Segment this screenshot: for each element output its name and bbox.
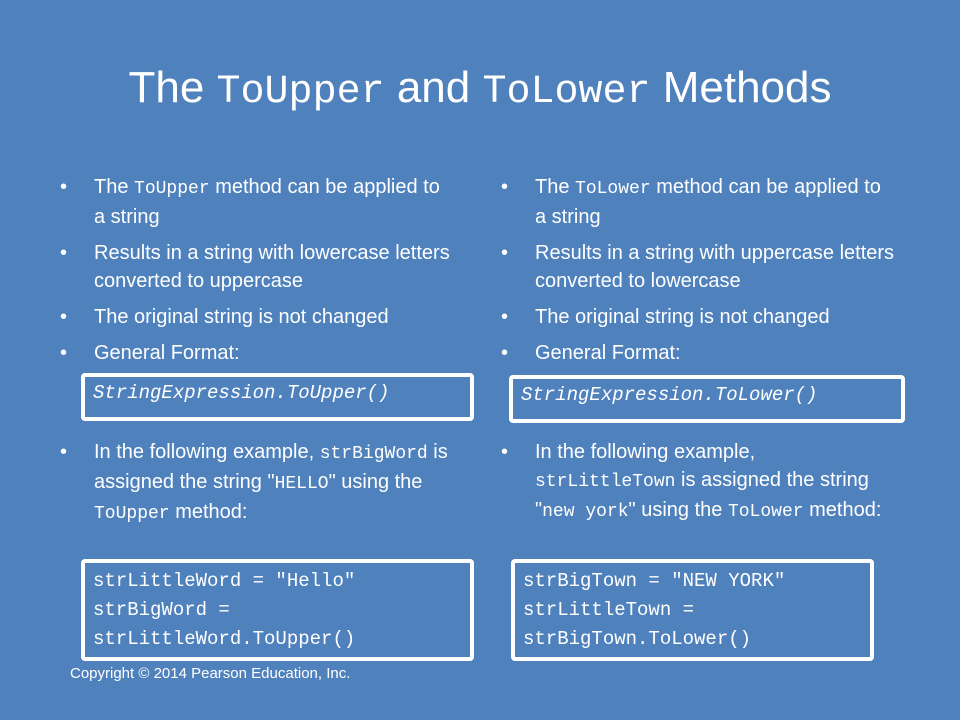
right-ex-t1: In the following example, bbox=[535, 441, 756, 463]
right-ex-q1: " bbox=[535, 499, 543, 521]
copyright-footer: Copyright © 2014 Pearson Education, Inc. bbox=[70, 665, 351, 682]
left-format-box: StringExpression.ToUpper() bbox=[81, 373, 474, 421]
left-bullet-4: • General Format: bbox=[56, 339, 456, 367]
left-column-bullets bbox=[56, 173, 456, 375]
right-b1-pre: The bbox=[535, 176, 570, 198]
right-code-line-2: strLittleTown = bbox=[523, 599, 695, 621]
right-bullet-3: • The original string is not changed bbox=[497, 303, 897, 331]
right-bullet-4: • General Format: bbox=[497, 339, 897, 367]
right-column-bullets bbox=[497, 173, 897, 375]
right-ex-method: ToLower bbox=[727, 502, 804, 522]
title-toupper: ToUpper bbox=[216, 70, 385, 115]
right-bullet-2: • Results in a string with uppercase letters converted to lowercase bbox=[497, 239, 897, 295]
right-example-bullet bbox=[497, 438, 897, 534]
right-bullet-1 bbox=[497, 173, 897, 231]
right-b1-code: ToLower bbox=[575, 179, 651, 199]
left-code-line-2: strBigWord = bbox=[93, 599, 230, 621]
right-code-box bbox=[511, 559, 874, 661]
left-b1-post: method can be applied to a string bbox=[94, 176, 440, 228]
left-ex-str: HELLO bbox=[274, 474, 329, 494]
right-code-line-1: strBigTown = "NEW YORK" bbox=[523, 570, 786, 592]
right-ex-var: strLittleTown bbox=[535, 472, 676, 492]
left-code-line-1: strLittleWord = "Hello" bbox=[93, 570, 356, 592]
left-ex-t4: method: bbox=[175, 501, 248, 523]
left-ex-t3: using the bbox=[341, 471, 423, 493]
left-ex-method: ToUpper bbox=[94, 504, 170, 524]
left-ex-t1: In the following example, bbox=[94, 441, 315, 463]
right-ex-str: new york bbox=[542, 502, 629, 522]
title-the: The bbox=[128, 63, 205, 112]
left-ex-q2: " bbox=[328, 471, 336, 493]
right-ex-t2: is assigned the string bbox=[681, 469, 869, 491]
left-bullet-3: • The original string is not changed bbox=[56, 303, 456, 331]
left-bullet-2: • Results in a string with lowercase letters converted to uppercase bbox=[56, 239, 456, 295]
slide-title bbox=[0, 58, 960, 123]
left-b1-code: ToUpper bbox=[134, 179, 210, 199]
title-methods: Methods bbox=[662, 63, 832, 112]
left-bullet-1 bbox=[56, 173, 456, 231]
title-and: and bbox=[396, 63, 471, 112]
right-b1-post: method can be applied to a string bbox=[535, 176, 881, 228]
right-ex-q2: " bbox=[628, 499, 636, 521]
left-ex-q1: " bbox=[267, 471, 275, 493]
right-format-box: StringExpression.ToLower() bbox=[509, 375, 905, 423]
right-code-line-3: strBigTown.ToLower() bbox=[523, 628, 752, 650]
left-ex-t2: is assigned the string bbox=[94, 441, 448, 493]
left-code-box bbox=[81, 559, 474, 661]
right-example-text bbox=[497, 438, 897, 526]
left-example-text bbox=[56, 438, 456, 528]
left-code-line-3: strLittleWord.ToUpper() bbox=[93, 628, 356, 650]
right-ex-t4: method: bbox=[809, 499, 882, 521]
left-b1-pre: The bbox=[94, 176, 129, 198]
right-ex-t3: using the bbox=[641, 499, 723, 521]
title-tolower: ToLower bbox=[482, 70, 651, 115]
left-example-bullet bbox=[56, 438, 456, 536]
left-ex-var: strBigWord bbox=[319, 444, 428, 464]
